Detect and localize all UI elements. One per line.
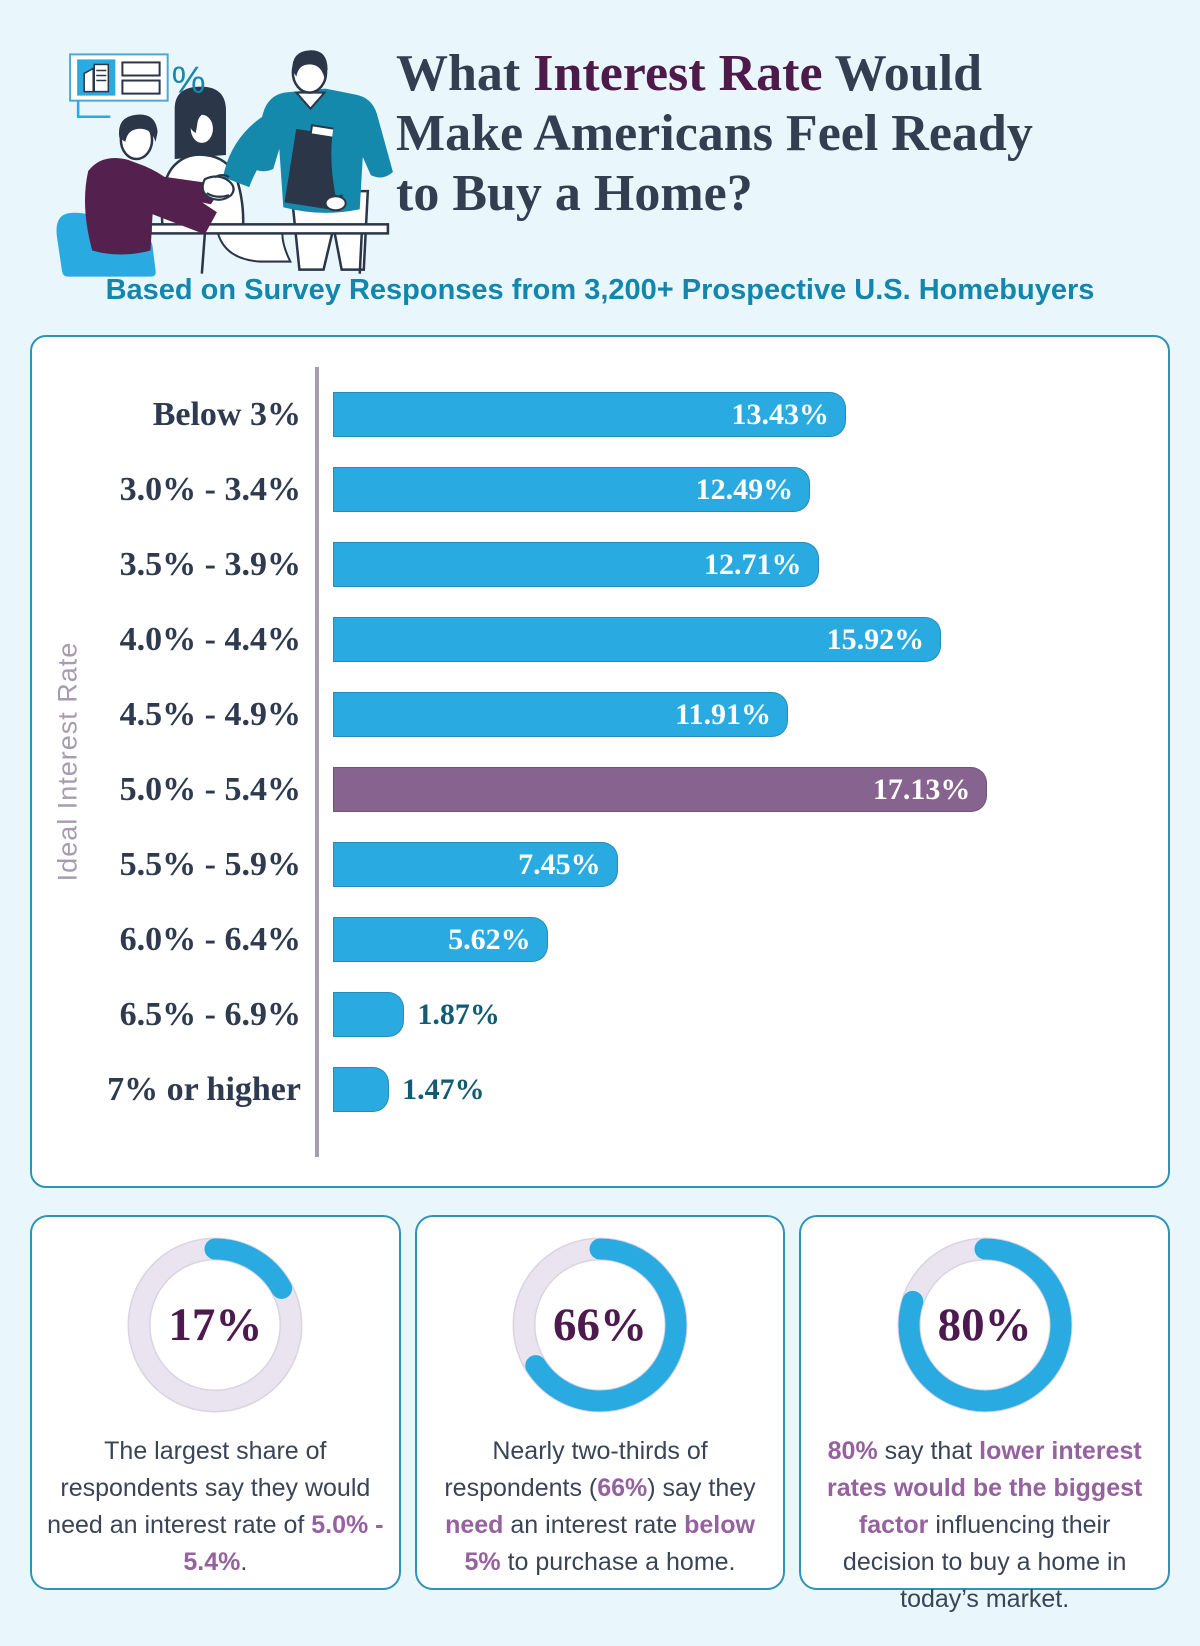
bar-row — [32, 977, 1154, 1052]
bar-value-label: 12.49% — [695, 472, 794, 506]
bar — [333, 542, 819, 587]
page-subtitle: Based on Survey Responses from 3,200+ Prospective U.S. Homebuyers — [105, 274, 1095, 306]
donut-chart — [512, 1237, 688, 1413]
bar-value-label: 1.47% — [402, 1072, 485, 1106]
stat-card-text: Nearly two-thirds of respondents (66%) say they need an interest rate below 5% to purchase a home. — [444, 1437, 756, 1576]
category-label: 3.5% - 3.9% — [119, 545, 301, 583]
stat-card-text: The largest share of respondents say they would need an interest rate of 5.0% - 5.4%. — [47, 1437, 384, 1576]
bar-value-label: 17.13% — [872, 772, 971, 806]
title-line-2: Make Americans Feel Ready — [396, 105, 1033, 162]
bar — [333, 617, 941, 662]
bar-row — [32, 602, 1154, 677]
donut-percent-label: 80% — [937, 1299, 1032, 1351]
donut-percent-label: 66% — [553, 1299, 647, 1351]
bar — [333, 842, 618, 887]
bar — [333, 992, 500, 1037]
bar-value-label: 5.62% — [448, 922, 531, 956]
category-label: 6.0% - 6.4% — [119, 920, 301, 958]
bar-value-label: 13.43% — [731, 397, 830, 431]
bar-chart-panel — [30, 335, 1170, 1188]
title-line-3: to Buy a Home? — [396, 165, 753, 222]
y-axis-label: Ideal Interest Rate — [52, 641, 83, 882]
bar — [333, 917, 548, 962]
bar-value-label: 12.71% — [704, 547, 802, 581]
stat-card-80 — [799, 1215, 1170, 1613]
bar-value-label: 15.92% — [826, 622, 925, 656]
category-label: 5.5% - 5.9% — [119, 845, 301, 883]
bar-row — [32, 752, 1154, 827]
bar-value-label: 11.91% — [675, 697, 771, 731]
bar-highlighted — [333, 767, 987, 812]
donut-percent-label: 17% — [168, 1299, 263, 1351]
handshake-meeting-illustration — [52, 42, 404, 284]
category-label: 3.0% - 3.4% — [119, 470, 301, 508]
category-label: 6.5% - 6.9% — [119, 995, 301, 1033]
bar-row — [32, 1052, 1154, 1127]
category-label: 7% or higher — [107, 1070, 301, 1108]
bar — [333, 1067, 485, 1112]
stat-cards — [30, 1215, 1170, 1613]
bar-row — [32, 377, 1154, 452]
bar-value-label: 7.45% — [518, 847, 601, 881]
donut-chart — [127, 1237, 303, 1413]
category-label: Below 3% — [152, 395, 301, 433]
stat-card-17 — [30, 1215, 401, 1590]
bar-row — [32, 827, 1154, 902]
bar — [333, 692, 788, 737]
stat-card-66 — [415, 1215, 786, 1590]
percent-glyph: % — [171, 58, 206, 102]
page-title — [396, 44, 1096, 224]
bar — [333, 392, 846, 437]
category-label: 5.0% - 5.4% — [119, 770, 301, 808]
bar-value-label: 1.87% — [417, 997, 500, 1031]
stat-card-text: 80% say that lower interest rates would be the biggest factor influencing their decision to buy a home in today’s market. — [827, 1437, 1143, 1613]
category-label: 4.5% - 4.9% — [119, 695, 301, 733]
category-label: 4.0% - 4.4% — [119, 620, 301, 658]
donut-chart — [897, 1237, 1073, 1413]
bar-rows — [32, 377, 1154, 1127]
bar-row — [32, 452, 1154, 527]
title-line-1: What Interest Rate Would — [396, 45, 983, 102]
bar-row — [32, 527, 1154, 602]
bar — [333, 467, 810, 512]
bar-row — [32, 677, 1154, 752]
bar-row — [32, 902, 1154, 977]
